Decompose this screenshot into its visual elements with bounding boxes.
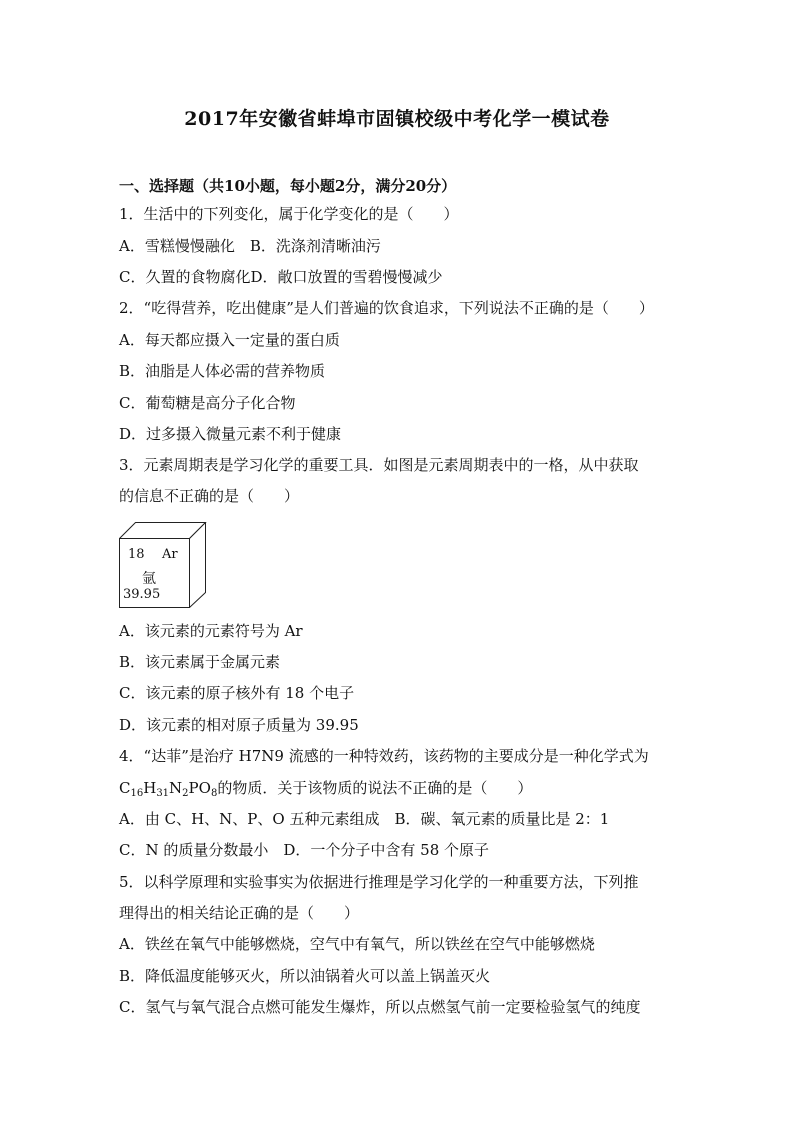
question-5-stem-line1: 5．以科学原理和实验事实为依据进行推理是学习化学的一种重要方法，下列推	[119, 873, 639, 891]
question-1-options-ab: A．雪糕慢慢融化 B．洗涤剂清晰油污	[119, 237, 381, 255]
question-3-option-c: C．该元素的原子核外有 18 个电子	[119, 684, 355, 702]
exam-title: 2017年安徽省蚌埠市固镇校级中考化学一模试卷	[184, 108, 610, 130]
question-3-option-a: A．该元素的元素符号为 Ar	[119, 622, 303, 640]
question-1-stem: 1．生活中的下列变化，属于化学变化的是（ ）	[119, 205, 459, 223]
formula: $C_{16}H_{31}N_2PO_8$	[119, 779, 218, 799]
question-5-option-c: C．氢气与氧气混合点燃可能发生爆炸，所以点燃氢气前一定要检验氢气的纯度	[119, 998, 641, 1016]
question-1-options-cd: C．久置的食物腐化D．敞口放置的雪碧慢慢减少	[119, 268, 443, 286]
question-4-stem-line1: 4．“达菲”是治疗 H7N9 流感的一种特效药，该药物的主要成分是一种化学式为	[119, 747, 649, 765]
atomic-mass: 39.95	[123, 587, 161, 602]
question-2-option-d: D．过多摄入微量元素不利于健康	[119, 425, 342, 443]
question-3-stem-line1: 3．元素周期表是学习化学的重要工具．如图是元素周期表中的一格，从中获取	[119, 456, 639, 474]
atomic-number: 18	[128, 547, 145, 562]
question-4-options-cd: C．N 的质量分数最小 D．一个分子中含有 58 个原子	[119, 841, 490, 859]
question-3-option-d: D．该元素的相对原子质量为 39.95	[119, 716, 359, 734]
question-4-stem-line2: $C_{16}H_{31}N_2PO_8$的物质．关于该物质的说法不正确的是（ ）	[119, 779, 533, 799]
question-3-option-b: B．该元素属于金属元素	[119, 653, 281, 671]
question-2-option-a: A．每天都应摄入一定量的蛋白质	[119, 331, 340, 349]
question-5-stem-line2: 理得出的相关结论正确的是（ ）	[119, 904, 360, 922]
element-symbol: Ar	[162, 547, 178, 562]
question-3-stem-line2: 的信息不正确的是（ ）	[119, 487, 300, 505]
question-2-stem: 2．“吃得营养，吃出健康”是人们普遍的饮食追求，下列说法不正确的是（ ）	[119, 299, 654, 317]
question-2-option-c: C．葡萄糖是高分子化合物	[119, 394, 296, 412]
question-4-options-ab: A．由 C、H、N、P、O 五种元素组成 B．碳、氧元素的质量比是 2：1	[119, 810, 610, 828]
question-2-option-b: B．油脂是人体必需的营养物质	[119, 362, 326, 380]
question-5-option-b: B．降低温度能够灭火，所以油锅着火可以盖上锅盖灭火	[119, 967, 491, 985]
section-heading: 一、选择题（共10小题，每小题2分，满分20分）	[119, 177, 457, 195]
element-name: 氩	[142, 571, 156, 587]
periodic-table-cell	[119, 522, 207, 608]
question-5-option-a: A．铁丝在氧气中能够燃烧，空气中有氧气，所以铁丝在空气中能够燃烧	[119, 935, 595, 953]
